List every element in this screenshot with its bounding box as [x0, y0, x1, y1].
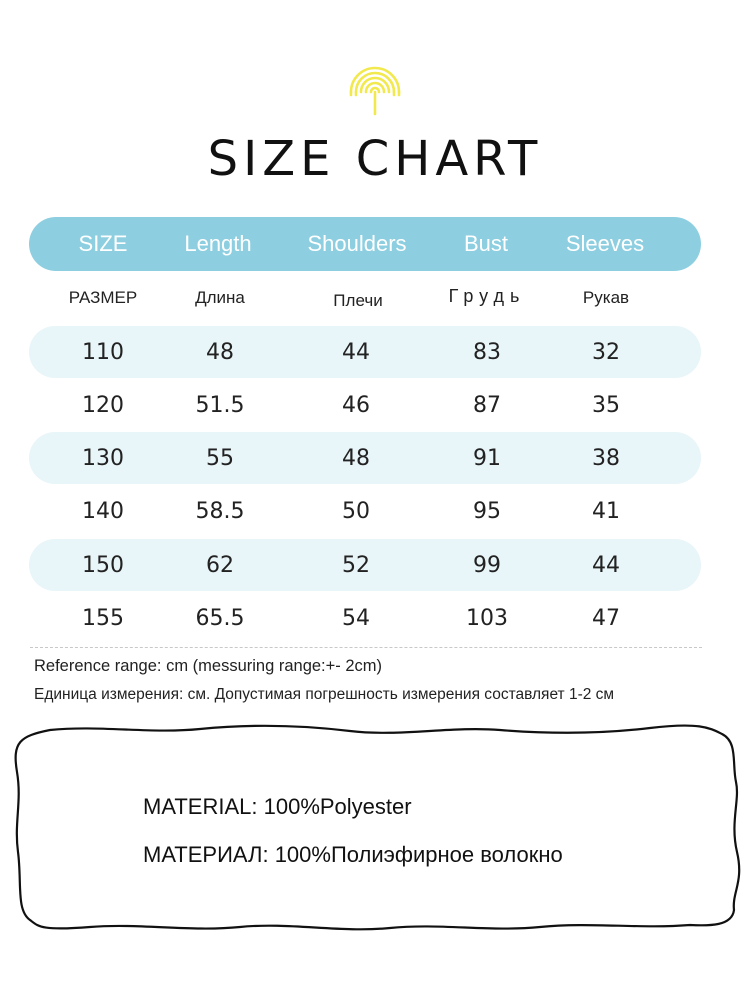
- table-cell: 62: [206, 553, 234, 578]
- rainbow-tree-icon: [345, 62, 405, 117]
- table-cell: 58.5: [195, 499, 245, 524]
- table-cell: 99: [473, 553, 501, 578]
- table-cell: 65.5: [195, 606, 245, 631]
- subheader-sleeves: Рукав: [582, 288, 630, 307]
- header-sleeves: Sleeves: [565, 231, 645, 256]
- table-cell: 87: [473, 393, 501, 418]
- subheader-bust: Грудь: [448, 286, 526, 306]
- dashed-divider: [30, 647, 702, 648]
- table-cell: 50: [342, 499, 370, 524]
- table-cell: 46: [342, 393, 370, 418]
- table-cell: 44: [592, 553, 620, 578]
- table-cell: 55: [206, 446, 234, 471]
- material-ru: МАТЕРИАЛ: 100%Полиэфирное волокно: [143, 842, 563, 867]
- header-size: SIZE: [78, 231, 128, 256]
- subheader-length: Длина: [195, 288, 245, 307]
- table-cell: 103: [466, 606, 508, 631]
- table-cell: 54: [342, 606, 370, 631]
- table-cell: 140: [82, 499, 124, 524]
- page-title: SIZE CHART: [207, 131, 543, 187]
- table-cell: 150: [82, 553, 124, 578]
- table-cell: 48: [342, 446, 370, 471]
- reference-note-en: Reference range: cm (messuring range:+- 2cm): [34, 657, 383, 675]
- subheader-shoulders: Плечи: [333, 291, 383, 310]
- header-shoulders: Shoulders: [307, 231, 407, 256]
- table-cell: 110: [82, 340, 124, 365]
- subheader-size: РАЗМЕР: [68, 288, 138, 307]
- table-cell: 32: [592, 340, 620, 365]
- table-cell: 44: [342, 340, 370, 365]
- table-cell: 130: [82, 446, 124, 471]
- table-cell: 83: [473, 340, 501, 365]
- table-cell: 52: [342, 553, 370, 578]
- table-cell: 47: [592, 606, 620, 631]
- header-length: Length: [184, 231, 252, 256]
- table-cell: 38: [592, 446, 620, 471]
- table-cell: 51.5: [195, 393, 245, 418]
- material-en: MATERIAL: 100%Polyester: [143, 794, 412, 819]
- table-cell: 120: [82, 393, 124, 418]
- table-cell: 95: [473, 499, 501, 524]
- table-cell: 155: [82, 606, 124, 631]
- header-bust: Bust: [463, 231, 509, 256]
- table-cell: 35: [592, 393, 620, 418]
- table-cell: 41: [592, 499, 620, 524]
- reference-note-ru: Единица измерения: см. Допустимая погрешность измерения составляет 1-2 см: [34, 686, 615, 703]
- material-frame: [10, 722, 742, 934]
- table-cell: 91: [473, 446, 501, 471]
- table-cell: 48: [206, 340, 234, 365]
